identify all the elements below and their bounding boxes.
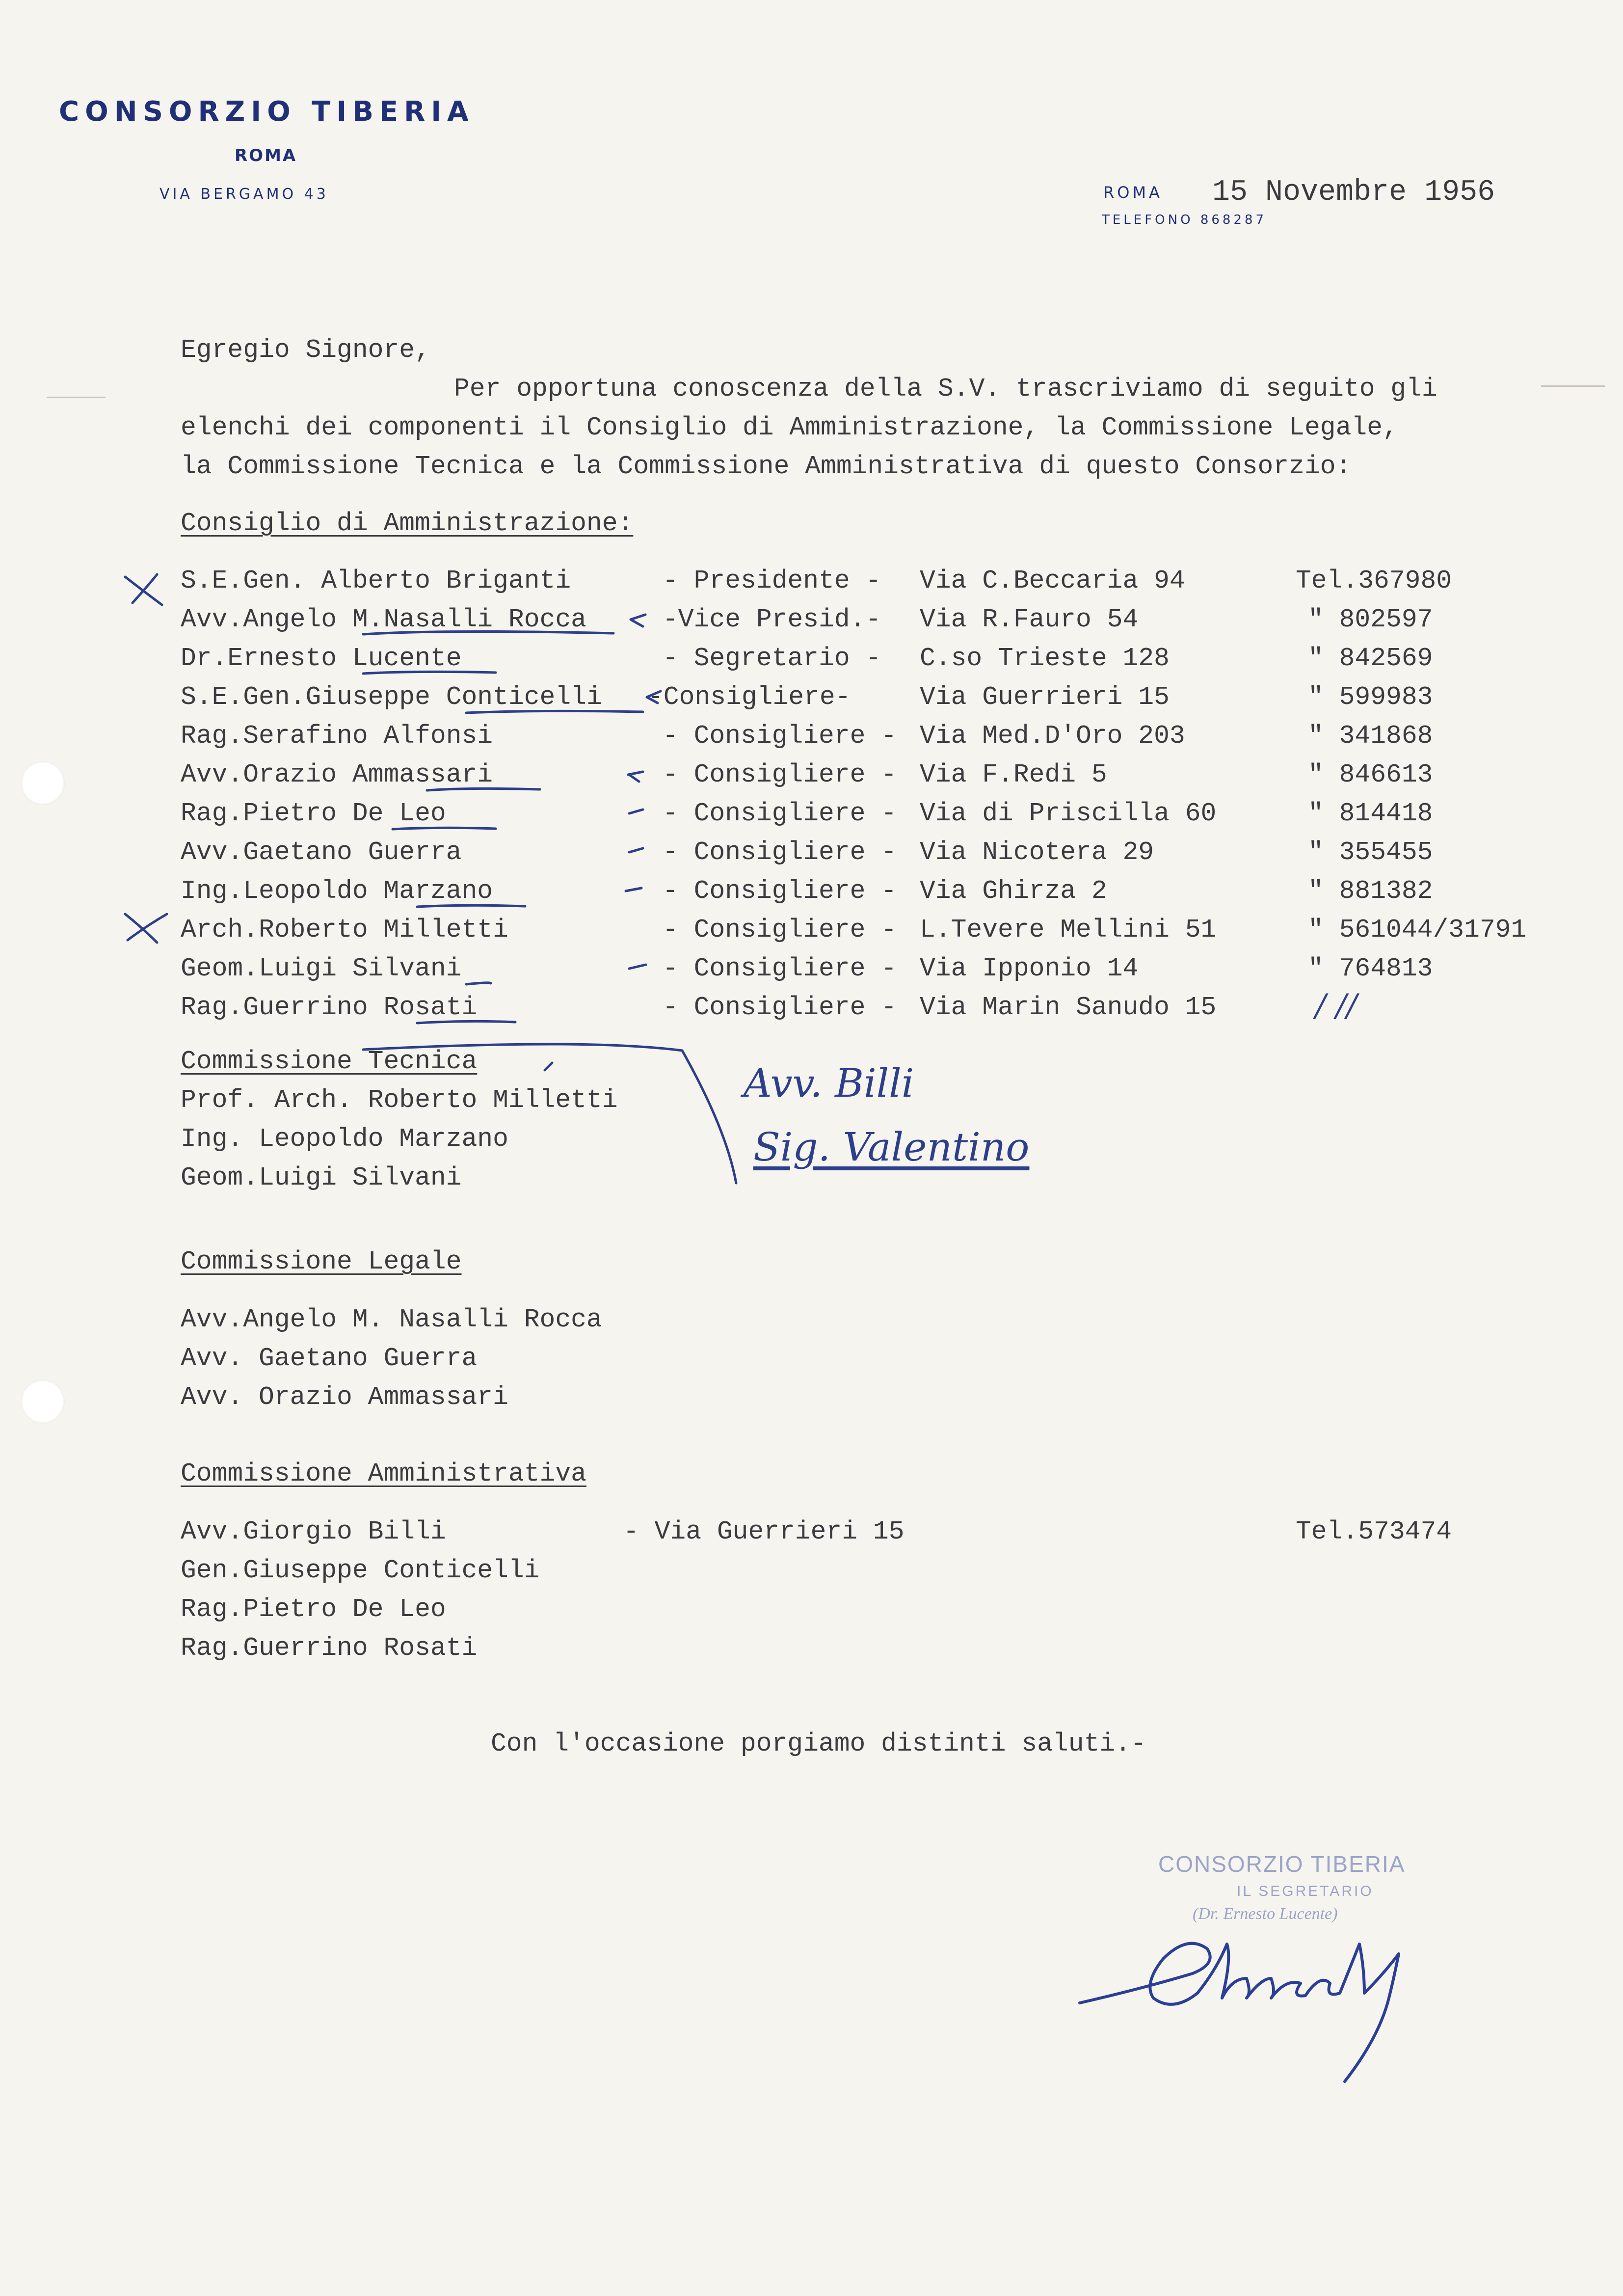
table-row-tel: Tel.367980 <box>1296 566 1452 595</box>
consiglio-heading: Consiglio di Amministrazione: <box>181 509 634 538</box>
table-row-tel: " 842569 <box>1308 644 1433 673</box>
table-row-address: Via R.Fauro 54 <box>920 605 1139 634</box>
table-row-tel: " 599983 <box>1308 682 1433 712</box>
legale-member: Avv.Angelo M. Nasalli Rocca <box>181 1305 602 1334</box>
table-row-name: Rag.Pietro De Leo <box>181 799 446 828</box>
table-row-tel: / // <box>1315 988 1357 1024</box>
handwritten-note: Avv. Billi <box>744 1060 914 1106</box>
table-row-role: - Consigliere - <box>663 760 897 789</box>
intro-line-2: elenchi dei componenti il Consiglio di Amministrazione, la Commissione Legale, <box>181 413 1398 442</box>
table-row-address: Via Marin Sanudo 15 <box>920 993 1217 1022</box>
table-row-tel: " 814418 <box>1308 799 1433 828</box>
table-row-name: Dr.Ernesto Lucente <box>181 644 462 673</box>
letterhead-organization: CONSORZIO TIBERIA <box>59 96 475 128</box>
tecnica-member: Prof. Arch. Roberto Milletti <box>181 1085 618 1115</box>
table-row-role: - Consigliere - <box>663 721 897 751</box>
table-row-name: S.E.Gen. Alberto Briganti <box>181 566 571 595</box>
table-row-address: Via di Priscilla 60 <box>920 799 1217 828</box>
table-row-name: Avv.Orazio Ammassari <box>181 760 493 789</box>
table-row-address: Via Med.D'Oro 203 <box>920 721 1185 751</box>
table-row-name: Ing.Leopoldo Marzano <box>181 876 493 906</box>
legale-member: Avv. Gaetano Guerra <box>181 1344 478 1373</box>
intro-line-3: la Commissione Tecnica e la Commissione Amministrativa di questo Consorzio: <box>181 452 1352 481</box>
table-row-name: Avv.Gaetano Guerra <box>181 837 462 867</box>
table-row-name: Rag.Serafino Alfonsi <box>181 721 493 751</box>
letterhead-place: ROMA <box>1103 183 1163 202</box>
table-row-role: - Segretario - <box>663 644 881 673</box>
letterhead-city: ROMA <box>235 146 297 165</box>
stamp-organization: CONSORZIO TIBERIA <box>1158 1851 1406 1877</box>
table-row-address: Via C.Beccaria 94 <box>920 566 1185 595</box>
table-row-name: Geom.Luigi Silvani <box>181 954 462 983</box>
tecnica-member: Ing. Leopoldo Marzano <box>181 1124 508 1154</box>
table-row-address: Via Guerrieri 15 <box>920 682 1170 712</box>
amministrativa-member: Gen.Giuseppe Conticelli <box>181 1556 540 1585</box>
tecnica-member: Geom.Luigi Silvani <box>181 1163 462 1192</box>
table-row-tel: " 802597 <box>1308 605 1433 634</box>
amministrativa-address: - Via Guerrieri 15 <box>623 1517 905 1546</box>
handwritten-note: Sig. Valentino <box>753 1124 1030 1170</box>
stamp-name: (Dr. Ernesto Lucente) <box>1193 1905 1338 1923</box>
table-row-tel: " 355455 <box>1308 837 1433 867</box>
table-row-role: -Vice Presid.- <box>663 605 881 634</box>
amministrativa-tel: Tel.573474 <box>1296 1517 1452 1546</box>
table-row-tel: " 846613 <box>1308 760 1433 789</box>
table-row-role: - Consigliere - <box>663 837 897 867</box>
table-row-name: S.E.Gen.Giuseppe Conticelli <box>181 682 602 712</box>
table-row-tel: " 764813 <box>1308 954 1433 983</box>
table-row-name: Arch.Roberto Milletti <box>181 915 508 945</box>
amministrativa-member: Rag.Guerrino Rosati <box>181 1633 478 1663</box>
table-row-address: L.Tevere Mellini 51 <box>920 915 1217 945</box>
table-row-address: Via F.Redi 5 <box>920 760 1107 789</box>
legale-member: Avv. Orazio Ammassari <box>181 1382 508 1412</box>
table-row-tel: " 561044/31791 <box>1308 915 1527 945</box>
table-row-role: - Consigliere - <box>663 954 897 983</box>
table-row-role: - Consigliere - <box>663 876 897 906</box>
table-row-address: C.so Trieste 128 <box>920 644 1170 673</box>
letter-date: 15 Novembre 1956 <box>1212 176 1495 209</box>
table-row-address: Via Nicotera 29 <box>920 837 1154 867</box>
table-row-role: - Presidente - <box>663 566 881 595</box>
closing-line: Con l'occasione porgiamo distinti saluti.- <box>491 1729 1146 1758</box>
table-row-address: Via Ghirza 2 <box>920 876 1107 906</box>
table-row-tel: " 881382 <box>1308 876 1433 906</box>
tecnica-heading: Commissione Tecnica <box>181 1047 478 1076</box>
salutation: Egregio Signore, <box>181 335 430 365</box>
table-row-role: - Consigliere - <box>663 993 897 1022</box>
amministrativa-heading: Commissione Amministrativa <box>181 1459 586 1488</box>
letterhead-address: VIA BERGAMO 43 <box>160 186 329 203</box>
letterhead-telephone: TELEFONO 868287 <box>1102 213 1267 227</box>
table-row-name: Avv.Angelo M.Nasalli Rocca <box>181 605 586 634</box>
table-row-role: - Consigliere - <box>663 799 897 828</box>
signature <box>1070 1915 1443 2091</box>
table-row-role: - Consigliere - <box>663 915 897 945</box>
table-row-role: -Consigliere- <box>648 682 851 712</box>
table-row-name: Rag.Guerrino Rosati <box>181 993 478 1022</box>
amministrativa-member: Rag.Pietro De Leo <box>181 1594 446 1624</box>
table-row-address: Via Ipponio 14 <box>920 954 1139 983</box>
intro-line-1: Per opportuna conoscenza della S.V. trascriviamo di seguito gli <box>454 374 1437 404</box>
amministrativa-member: Avv.Giorgio Billi <box>181 1517 446 1546</box>
legale-heading: Commissione Legale <box>181 1247 462 1276</box>
table-row-tel: " 341868 <box>1308 721 1433 751</box>
stamp-title: IL SEGRETARIO <box>1237 1883 1374 1899</box>
